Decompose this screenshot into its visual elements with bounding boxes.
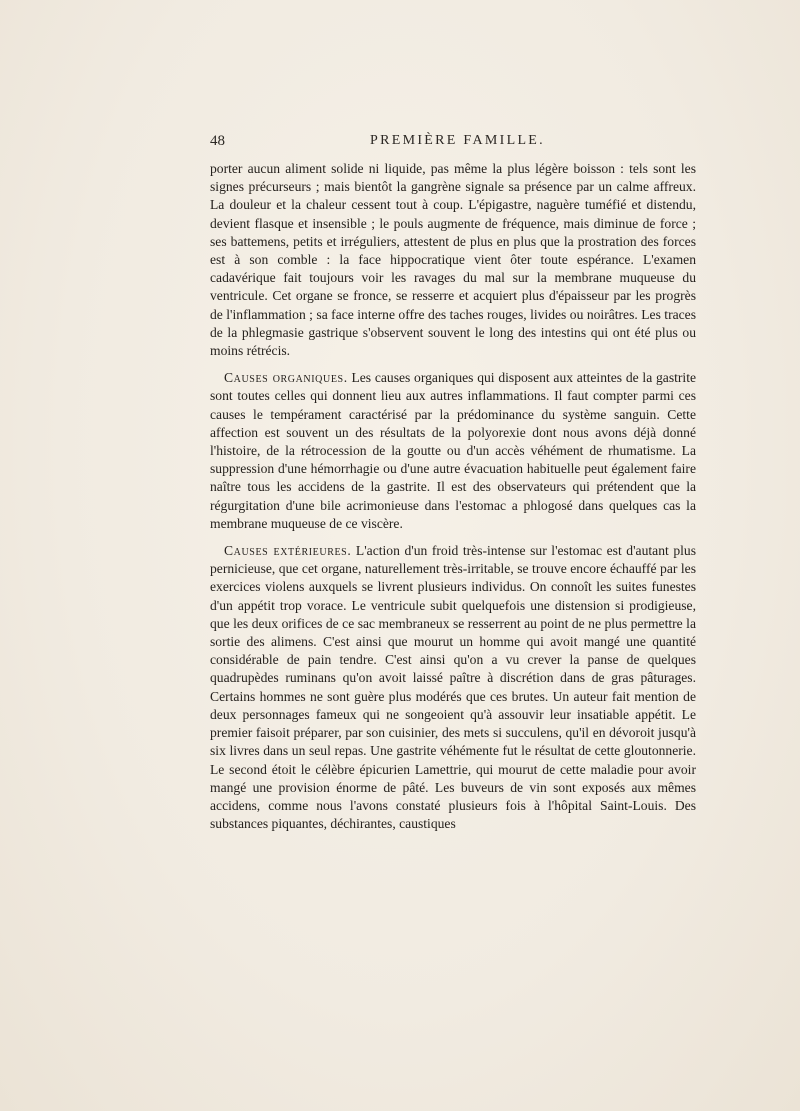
page-header: [210, 133, 696, 155]
paragraph-continuation: [210, 160, 696, 360]
paragraph-text: L'action d'un froid très-intense sur l'estomac est d'autant plus pernicieuse, que cet organe, naturellement très-irritable, se trouve encore échauffé par les exercices violens auxquels se livrent plusieurs individus. On connoît les suites funestes d'un appétit trop vorace. Le ventricule subit quelquefois une distension si prodigieuse, que les deux orifices de ce sac membraneux se resserrent au point de ne plus permettre la sortie des alimens. C'est ainsi que mourut un homme qui avoit mangé une quantité considérable de pain tendre. C'est ainsi qu'on a vu crever la panse de quelques quadrupèdes ruminans qu'on avoit laissé paître à discrétion dans de gras pâturages. Certains hommes ne sont guère plus modérés que ces brutes. Un auteur fait mention de deux personnages fameux qui ne songeoient qu'à assouvir leur insatiable appétit. Le premier faisoit préparer, par son cuisinier, des mets si succulens, qu'il en dévoroit jusqu'à six livres dans un seul repas. Une gastrite véhémente fut le résultat de cette gloutonnerie. Le second étoit le célèbre épicurien Lamettrie, qui mourut de cette maladie pour avoir mangé une provision énorme de pâté. Les buveurs de vin sont exposés aux mêmes accidens, comme nous l'avons constaté plusieurs fois à l'hôpital Saint-Louis. Des substances piquantes, déchirantes, caustiques: [210, 543, 697, 832]
paragraph-causes-exterieures: [210, 542, 696, 833]
running-head: PREMIÈRE FAMILLE.: [370, 133, 545, 148]
section-label-causes-organiques: Causes organiques.: [224, 370, 348, 386]
body-text: [210, 160, 696, 833]
section-label-causes-exterieures: Causes extérieures.: [224, 543, 352, 559]
paragraph-causes-organiques: [210, 369, 696, 533]
paragraph-text: porter aucun aliment solide ni liquide, pas même la plus légère boisson : tels sont les signes précurseurs ; mais bientôt la gangrène signale sa présence par un calme affreux. La douleur et la chaleur cessent tout à coup. L'épigastre, naguère tuméfié et distendu, devient flasque et insensible ; le pouls augmente de fréquence, mais diminue de force ; ses battemens, petits et irréguliers, attestent de plus en plus que la prostration des forces est à son comble : la face hippocratique vient ôter toute espérance. L'examen cadavérique fait toujours voir les ravages du mal sur la membrane muqueuse du ventricule. Cet organe se fronce, se resserre et acquiert plus d'épaisseur par les progrès de l'inflammation ; sa face interne offre des taches rouges, livides ou noirâtres. Les traces de la phlegmasie gastrique s'observent souvent le long des intestins qui ont été plus ou moins rétrécis.: [210, 161, 696, 359]
paragraph-text: Les causes organiques qui disposent aux atteintes de la gastrite sont toutes celles qui donnent lieu aux autres inflammations. Il faut compter parmi ces causes le tempérament caractérisé par la prédominance du système sanguin. Cette affection est souvent un des résultats de la polyorexie dont nous avons déjà donné l'histoire, de la rétrocession de la goutte ou d'un accès véhément de rhumatisme. La suppression d'une hémorrhagie ou d'une autre évacuation habituelle peut également faire naître tous les accidens de la gastrite. Il est des observateurs qui prétendent que la régurgitation d'une bile acrimonieuse dans l'estomac a phlogosé dans quelques cas la membrane muqueuse de ce viscère.: [210, 370, 697, 531]
page-number: 48: [210, 133, 225, 149]
